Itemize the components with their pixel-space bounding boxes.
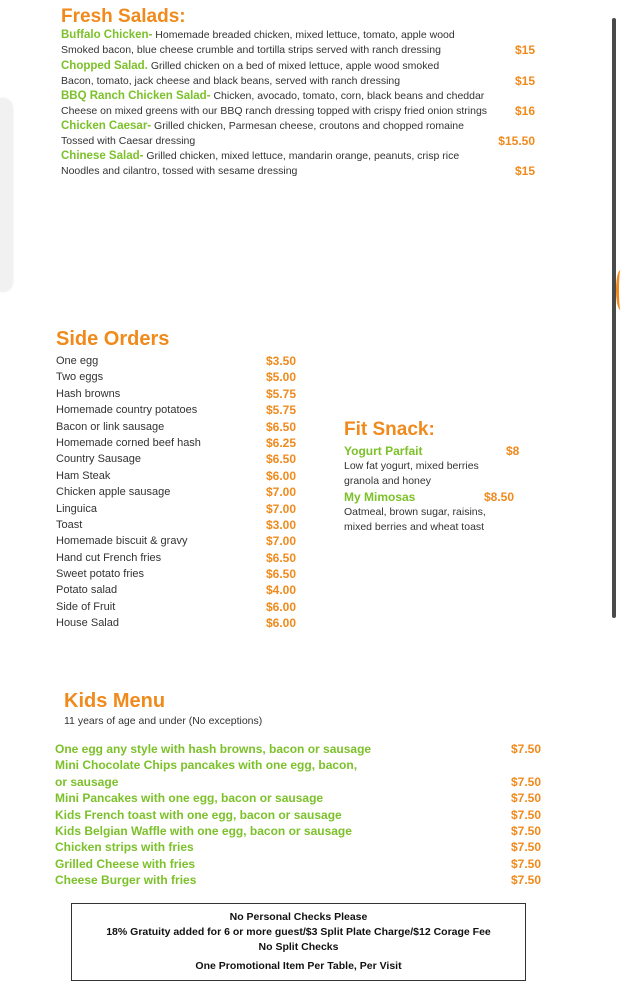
salad-item [61,119,541,149]
list-item [56,386,306,402]
item-price: $7.00 [266,534,297,549]
item-price: $7.50 [510,824,541,839]
list-item [56,353,306,369]
item-price: $7.50 [510,840,541,855]
item-price: $5.00 [266,370,297,385]
salad-name: Chicken Caesar- [61,120,152,132]
item-price: $7.00 [266,485,297,500]
notice-line: No Split Checks [258,941,339,953]
snack-name-text: Yogurt Parfait [344,444,423,458]
salad-desc-2: Smoked bacon, blue cheese crumble and tortilla strips served with ranch dressing [61,44,441,56]
item-name: Kids French toast with one egg, bacon or sausage [55,807,342,822]
item-price: $7.50 [510,807,541,822]
item-name: Two eggs [56,371,104,384]
list-item [55,774,545,790]
fit-snack-title: Fit Snack: [344,419,435,440]
item-name: Mini Chocolate Chips pancakes with one egg, bacon, [55,758,358,773]
item-price: $5.75 [266,386,297,401]
item-name: or sausage [55,774,119,789]
snack-price: $8 [506,444,520,458]
item-name: House Salad [56,617,119,630]
list-item [56,419,306,435]
salad-name: Chopped Salad. [61,60,148,72]
item-name: Hash browns [56,387,121,400]
list-item [55,757,545,773]
salad-desc-2: Tossed with Caesar dressing [61,135,196,147]
list-item [56,484,306,500]
item-price: $7.00 [266,501,297,516]
salad-name: Buffalo Chicken- [61,29,153,41]
notice-box [71,903,526,981]
item-name: Sweet potato fries [56,568,145,581]
item-name: Ham Steak [56,469,111,482]
list-item [55,807,545,823]
side-orders-title: Side Orders [56,328,170,350]
item-price: $6.00 [266,616,297,631]
list-item [56,369,306,385]
salad-name: Chinese Salad- [61,150,144,162]
salad-item [61,59,541,89]
notice-line: 18% Gratuity added for 6 or more guest/$3 Split Plate Charge/$12 Corage Fee [106,926,491,938]
item-name: Potato salad [56,584,118,597]
item-price: $6.50 [266,419,297,434]
list-item [55,741,545,757]
item-name: Homemade corned beef hash [56,436,201,449]
salad-price: $15.50 [498,134,535,148]
left-bezel-edge [0,98,12,292]
salad-item [61,89,541,119]
snack-desc-1: Low fat yogurt, mixed berries [344,460,479,472]
salad-desc-2: Noodles and cilantro, tossed with sesame dressing [61,165,298,177]
salad-desc-2: Bacon, tomato, jack cheese and black beans, served with ranch dressing [61,75,401,87]
list-item [56,615,306,631]
list-item [56,402,306,418]
list-item [55,856,545,872]
side-orders-list [56,353,306,632]
salad-item [61,28,541,58]
list-item [56,501,306,517]
item-price: $6.50 [266,550,297,565]
item-price: $6.00 [266,468,297,483]
salad-desc-2: Cheese on mixed greens with our BBQ ranch dressing topped with crispy fried onion strings [61,105,488,117]
salad-desc-1: Grilled chicken on a bed of mixed lettuce, apple wood smoked [147,60,440,72]
salad-price: $15 [514,43,535,57]
list-item [55,872,545,888]
salad-price: $16 [514,104,535,118]
scrollbar[interactable] [612,18,616,618]
snack-desc-2: granola and honey [344,475,431,487]
item-name: Linguica [56,502,97,515]
item-price: $3.00 [266,517,297,532]
list-item [55,823,545,839]
item-name: One egg any style with hash browns, bacon or sausage [55,742,372,756]
salad-item [61,149,541,179]
item-price: $7.50 [510,856,541,871]
list-item [55,790,545,806]
list-item [56,550,306,566]
item-price: $7.50 [510,873,541,888]
snack-price: $8.50 [484,490,515,504]
snack-desc-2: mixed berries and wheat toast [344,521,485,533]
item-name: Homemade biscuit & gravy [56,535,188,548]
item-name: One egg [56,355,99,367]
item-price: $6.50 [266,567,297,582]
list-item [56,599,306,615]
item-price: $6.25 [266,435,297,450]
salad-price: $15 [514,164,535,178]
list-item [56,451,306,467]
item-price: $3.50 [266,354,297,368]
snack-name [344,443,524,459]
item-name: Bacon or link sausage [56,420,165,433]
list-item [56,582,306,598]
salad-desc-1: Homemade breaded chicken, mixed lettuce, tomato, apple wood [152,29,455,41]
list-item [56,517,306,533]
snack-desc-1: Oatmeal, brown sugar, raisins, [344,506,486,518]
list-item [56,533,306,549]
item-price: $6.00 [266,599,297,614]
notice-line: One Promotional Item Per Table, Per Visit [195,960,402,972]
edge-indicator [616,270,622,310]
item-price: $7.50 [510,742,541,756]
kids-menu-title: Kids Menu [64,690,166,712]
kids-menu-subtitle: 11 years of age and under (No exceptions) [64,715,263,727]
item-name: Side of Fruit [56,600,116,613]
item-price: $7.50 [510,774,541,789]
item-name: Homemade country potatoes [56,404,198,417]
snack-name-text: My Mimosas [344,490,416,504]
item-price: $5.75 [266,403,297,418]
list-item [56,468,306,484]
notice-line: No Personal Checks Please [229,911,368,923]
list-item [55,839,545,855]
list-item [56,566,306,582]
item-price: $7.50 [510,791,541,806]
salad-price: $15 [514,74,535,88]
item-name: Toast [56,518,83,531]
item-name: Kids Belgian Waffle with one egg, bacon or sausage [55,824,352,839]
item-name: Grilled Cheese with fries [55,856,196,871]
item-name: Chicken strips with fries [55,840,194,855]
list-item [56,435,306,451]
item-name: Chicken apple sausage [56,486,171,499]
salad-desc-1: Chicken, avocado, tomato, corn, black beans and cheddar [210,90,485,102]
fit-snack-section [344,418,524,535]
item-name: Mini Pancakes with one egg, bacon or sausage [55,791,324,806]
salad-desc-1: Grilled chicken, Parmesan cheese, croutons and chopped romaine [151,120,464,132]
item-price: $4.00 [266,583,297,598]
salad-name: BBQ Ranch Chicken Salad- [61,90,211,102]
fresh-salads-title: Fresh Salads: [61,6,186,27]
item-name: Cheese Burger with fries [55,873,197,888]
item-name: Hand cut French fries [56,551,162,564]
item-price: $6.50 [266,452,297,467]
kids-menu-list [55,741,545,889]
item-name: Country Sausage [56,453,141,466]
salad-desc-1: Grilled chicken, mixed lettuce, mandarin orange, peanuts, crisp rice [143,150,460,162]
snack-name [344,489,524,505]
